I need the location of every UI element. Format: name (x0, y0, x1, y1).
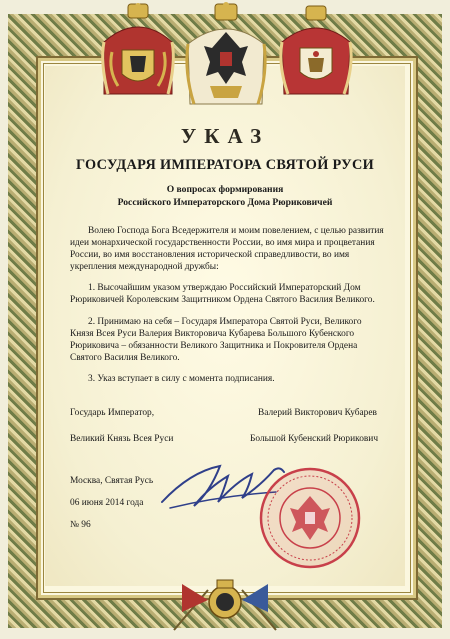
bottom-heraldic-emblem-icon (168, 570, 282, 634)
item-2-line: Святого Василия Великого. (70, 353, 180, 363)
item-1-line: Рюриковичей Королевским Защитником Ордена Святого Василия Великого. (70, 295, 375, 305)
subject-line-1: О вопросах формирования (166, 184, 284, 195)
item-2-line: Князя Всея Руси Валерия Викторовича Кубарева Большого Кубенского (70, 329, 355, 339)
item-2-line: 2. Принимаю на себя – Государя Императора Святой Руси, Великого (88, 317, 362, 327)
preamble-line: укрепления международной дружбы: (70, 262, 219, 272)
document-date: 06 июня 2014 года (70, 498, 144, 508)
item-2-line: Рюриковича – обязанности Великого Защитника и Покровителя Ордена (70, 341, 358, 351)
document-place: Москва, Святая Русь (70, 476, 154, 486)
preamble-line: идеи монархической государственности России, во имя мира и процветания (70, 238, 375, 248)
official-seal-icon (258, 466, 362, 570)
item-3-line: 3. Указ вступает в силу с момента подписания. (88, 374, 275, 384)
preamble-line: Волею Господа Бога Вседержителя и моим повелением, с целью развития (88, 226, 384, 236)
item-1-line: 1. Высочайшим указом утверждаю Российский Императорский Дом (88, 283, 361, 293)
subject-line-2: Российского Императорского Дома Рюриковичей (117, 197, 333, 208)
signatory-name-right: Валерий Викторович Кубарев (258, 408, 377, 418)
signatory-title-left: Государь Император, (70, 408, 155, 418)
right-coat-of-arms-icon (278, 2, 354, 102)
left-coat-of-arms-icon (98, 2, 178, 102)
document-subtitle: ГОСУДАРЯ ИМПЕРАТОРА СВЯТОЙ РУСИ (75, 157, 375, 173)
signatory-title-right: Большой Кубенский Рюрикович (250, 434, 379, 444)
preamble-line: России, во имя восстановления исторической справедливости, во имя (70, 250, 350, 260)
document-number: № 96 (70, 520, 91, 530)
imperial-coat-of-arms-icon (182, 2, 270, 112)
document-title: УКАЗ (180, 124, 270, 148)
signatory-rank-left: Великий Князь Всея Руси (70, 434, 174, 444)
